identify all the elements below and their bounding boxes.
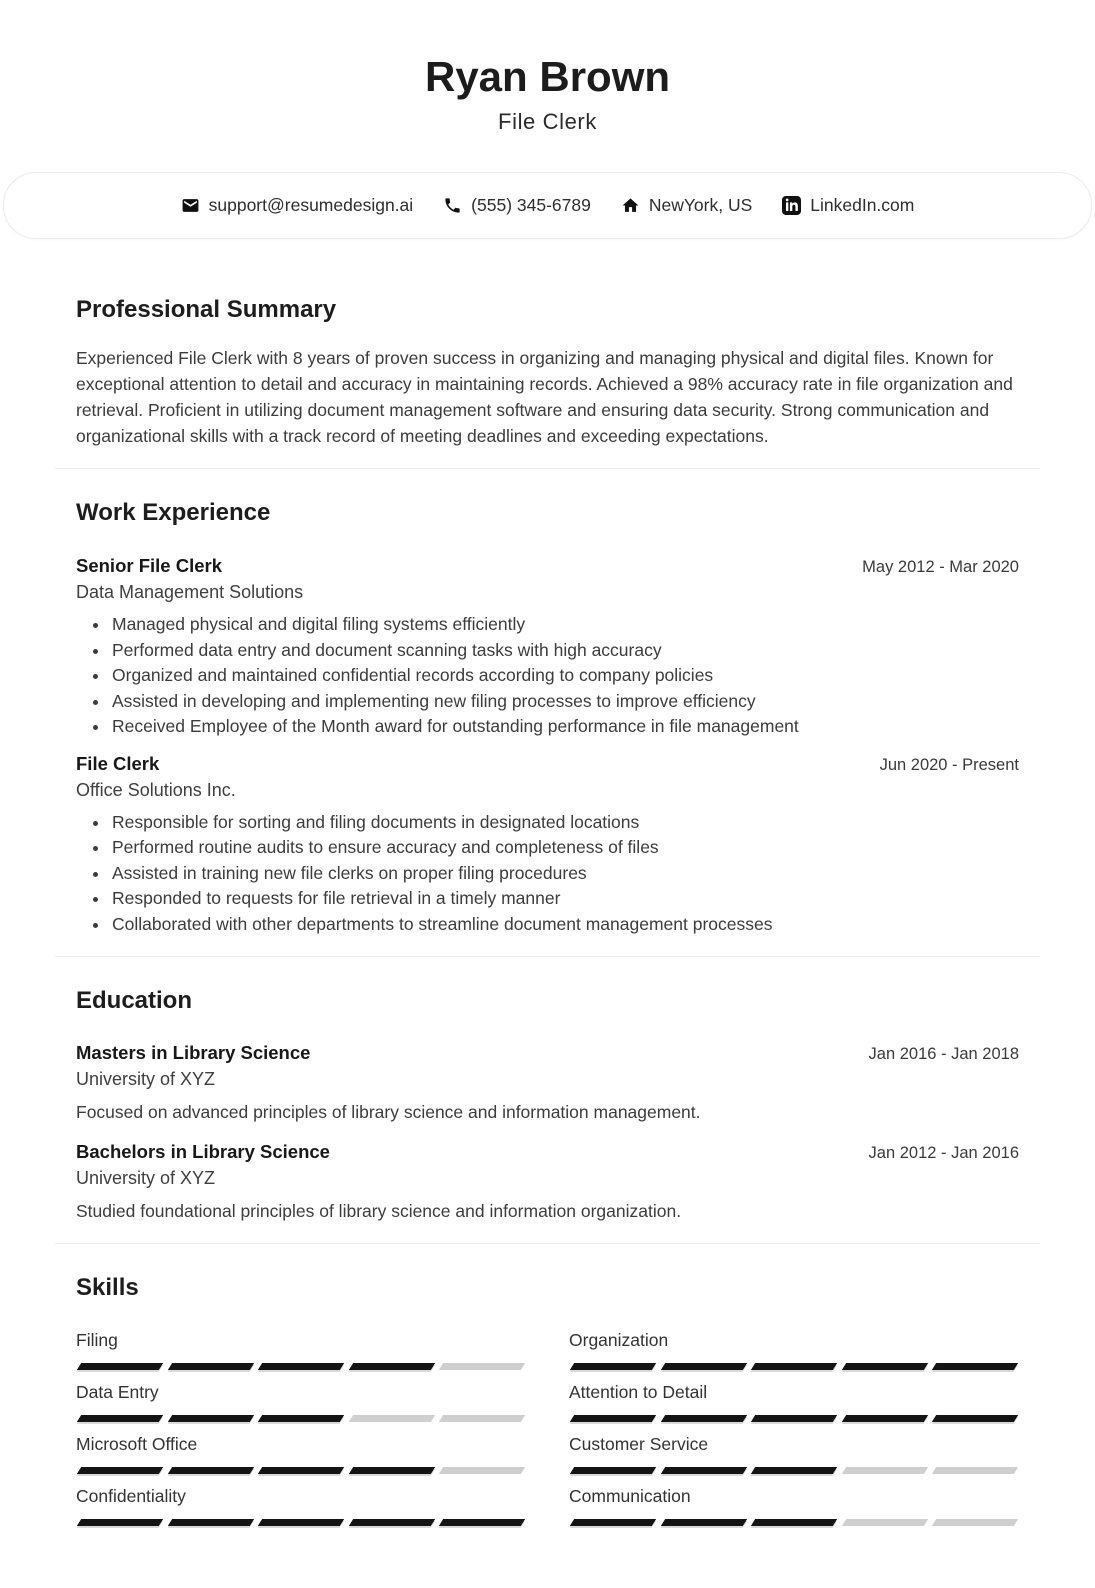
degree-entry-head [76, 1041, 1019, 1064]
job-bullet-list [76, 612, 1019, 740]
skill-bar-segment [349, 1519, 435, 1526]
education-heading: Education [76, 987, 193, 1014]
job-title: File Clerk [76, 752, 160, 774]
skill-bar-segment [439, 1519, 525, 1526]
skill-bar-segment [439, 1467, 525, 1474]
phone-icon [443, 196, 462, 215]
degree-dates: Jan 2016 - Jan 2018 [868, 1045, 1019, 1063]
skill-bar [569, 1467, 1019, 1474]
skill-bar-segment [349, 1363, 435, 1370]
skill-bar-segment [258, 1519, 344, 1526]
job-company: Data Management Solutions [76, 582, 304, 602]
job-bullet: • Performed routine audits to ensure accuracy and completeness of files [110, 835, 1019, 861]
experience-heading: Work Experience [76, 499, 271, 526]
candidate-job-title: File Clerk [498, 109, 597, 134]
job-entry-head [76, 752, 1019, 775]
home-icon [621, 196, 640, 215]
skill-item [76, 1381, 526, 1422]
skill-item [569, 1381, 1019, 1422]
contact-location[interactable] [621, 195, 752, 216]
contact-phone[interactable] [443, 195, 591, 216]
skill-label: Data Entry [76, 1382, 159, 1402]
skill-bar-segment [842, 1519, 928, 1526]
degree-entry-head [76, 1140, 1019, 1163]
skill-bar [76, 1363, 526, 1370]
section-education [0, 986, 1095, 1224]
skill-label: Confidentiality [76, 1486, 186, 1506]
skill-bar-segment [751, 1415, 837, 1422]
degree-title: Bachelors in Library Science [76, 1141, 330, 1162]
degree-school: University of XYZ [76, 1069, 216, 1089]
skill-bar-segment [439, 1363, 525, 1370]
skill-bar-segment [349, 1415, 435, 1422]
skill-bar-segment [439, 1415, 525, 1422]
degree-title: Masters in Library Science [76, 1042, 311, 1063]
skill-bar-segment [167, 1519, 253, 1526]
contact-bar [3, 172, 1092, 239]
resume-page [0, 52, 1095, 1588]
skill-bar-segment [660, 1519, 746, 1526]
skill-bar-segment [842, 1415, 928, 1422]
job-bullet: • Assisted in developing and implementing new filing processes to improve efficiency [110, 689, 1019, 715]
degree-entry [76, 1140, 1019, 1224]
skill-bar-segment [751, 1363, 837, 1370]
skill-label: Communication [569, 1486, 691, 1506]
summary-heading: Professional Summary [76, 296, 337, 323]
job-entry-head [76, 554, 1019, 577]
skill-bar [76, 1415, 526, 1422]
skills-grid [76, 1329, 1019, 1526]
degree-description: Studied foundational principles of library science and information organization. [76, 1201, 682, 1221]
linkedin-icon [782, 196, 801, 215]
job-bullet: • Collaborated with other departments to streamline document management processes [110, 912, 1019, 938]
email-icon [181, 196, 200, 215]
contact-linkedin[interactable] [782, 195, 914, 216]
job-bullet: • Assisted in training new file clerks on proper filing procedures [110, 861, 1019, 887]
contact-phone-text: (555) 345-6789 [471, 195, 591, 215]
skill-item [76, 1329, 526, 1370]
skill-bar-segment [77, 1519, 163, 1526]
skill-bar-segment [167, 1415, 253, 1422]
skill-bar-segment [932, 1363, 1018, 1370]
skill-bar-segment [77, 1467, 163, 1474]
contact-email[interactable] [181, 195, 414, 216]
skill-bar-segment [167, 1363, 253, 1370]
skill-bar-segment [751, 1519, 837, 1526]
section-work-experience [0, 498, 1095, 937]
skill-bar-segment [258, 1467, 344, 1474]
skill-bar-segment [842, 1467, 928, 1474]
skill-item [569, 1433, 1019, 1474]
candidate-name: Ryan Brown [424, 53, 671, 100]
skill-bar [569, 1363, 1019, 1370]
resume-header [0, 52, 1095, 239]
section-professional-summary [0, 295, 1095, 449]
contact-linkedin-text: LinkedIn.com [810, 195, 915, 215]
skill-bar-segment [932, 1519, 1018, 1526]
skill-label: Attention to Detail [569, 1382, 708, 1402]
job-dates: Jun 2020 - Present [879, 755, 1019, 774]
job-bullet: • Organized and maintained confidential records according to company policies [110, 663, 1019, 689]
degree-dates: Jan 2012 - Jan 2016 [868, 1144, 1019, 1162]
job-bullet: • Received Employee of the Month award for outstanding performance in file management [110, 714, 1019, 740]
skill-bar-segment [660, 1363, 746, 1370]
job-bullet: • Performed data entry and document scanning tasks with high accuracy [110, 638, 1019, 664]
skill-bar-segment [932, 1415, 1018, 1422]
section-divider [55, 468, 1040, 469]
skill-bar-segment [349, 1467, 435, 1474]
skill-bar-segment [751, 1467, 837, 1474]
summary-text: Experienced File Clerk with 8 years of proven success in organizing and managing physical and digital files. Known for exceptional attention to detail and accuracy in maintaining records. Achieved a 98% accuracy rate in file organization and retrieval. Proficient in utilizing document management software and ensuring data security. Strong communication and organizational skills with a track record of meeting deadlines and exceeding expectations. [76, 348, 1013, 446]
skill-bar-segment [660, 1467, 746, 1474]
skill-item [76, 1433, 526, 1474]
job-dates: May 2012 - Mar 2020 [862, 558, 1019, 576]
skill-bar [569, 1415, 1019, 1422]
job-title: Senior File Clerk [76, 555, 222, 576]
skill-item [76, 1485, 526, 1526]
skill-bar-segment [842, 1363, 928, 1370]
degree-entry [76, 1041, 1019, 1125]
skill-bar-segment [258, 1363, 344, 1370]
section-divider [55, 956, 1040, 957]
skill-bar [76, 1467, 526, 1474]
degree-school: University of XYZ [76, 1168, 216, 1188]
skill-bar [569, 1519, 1019, 1526]
skill-bar-segment [570, 1415, 656, 1422]
job-bullet-list [76, 810, 1019, 938]
skill-bar-segment [77, 1363, 163, 1370]
degree-description: Focused on advanced principles of library science and information management. [76, 1102, 701, 1122]
skill-bar-segment [570, 1519, 656, 1526]
job-bullet: • Responsible for sorting and filing documents in designated locations [110, 810, 1019, 836]
job-bullet: • Responded to requests for file retrieval in a timely manner [110, 886, 1019, 912]
job-company: Office Solutions Inc. [76, 779, 236, 800]
skill-label: Microsoft Office [76, 1434, 198, 1454]
skill-label: Organization [569, 1330, 669, 1350]
skill-item [569, 1329, 1019, 1370]
skill-bar-segment [660, 1415, 746, 1422]
skill-label: Customer Service [569, 1434, 709, 1454]
skill-bar-segment [570, 1467, 656, 1474]
skill-item [569, 1485, 1019, 1526]
contact-location-text: NewYork, US [648, 195, 753, 215]
job-entry [76, 752, 1019, 938]
job-entry [76, 554, 1019, 740]
contact-email-text: support@resumedesign.ai [208, 195, 414, 215]
skill-bar [76, 1519, 526, 1526]
section-divider [55, 1243, 1040, 1244]
skill-label: Filing [76, 1330, 118, 1350]
job-bullet: • Managed physical and digital filing systems efficiently [110, 612, 1019, 638]
skill-bar-segment [570, 1363, 656, 1370]
skill-bar-segment [932, 1467, 1018, 1474]
section-skills [0, 1273, 1095, 1526]
skills-heading: Skills [76, 1274, 139, 1301]
skill-bar-segment [167, 1467, 253, 1474]
skill-bar-segment [77, 1415, 163, 1422]
skill-bar-segment [258, 1415, 344, 1422]
